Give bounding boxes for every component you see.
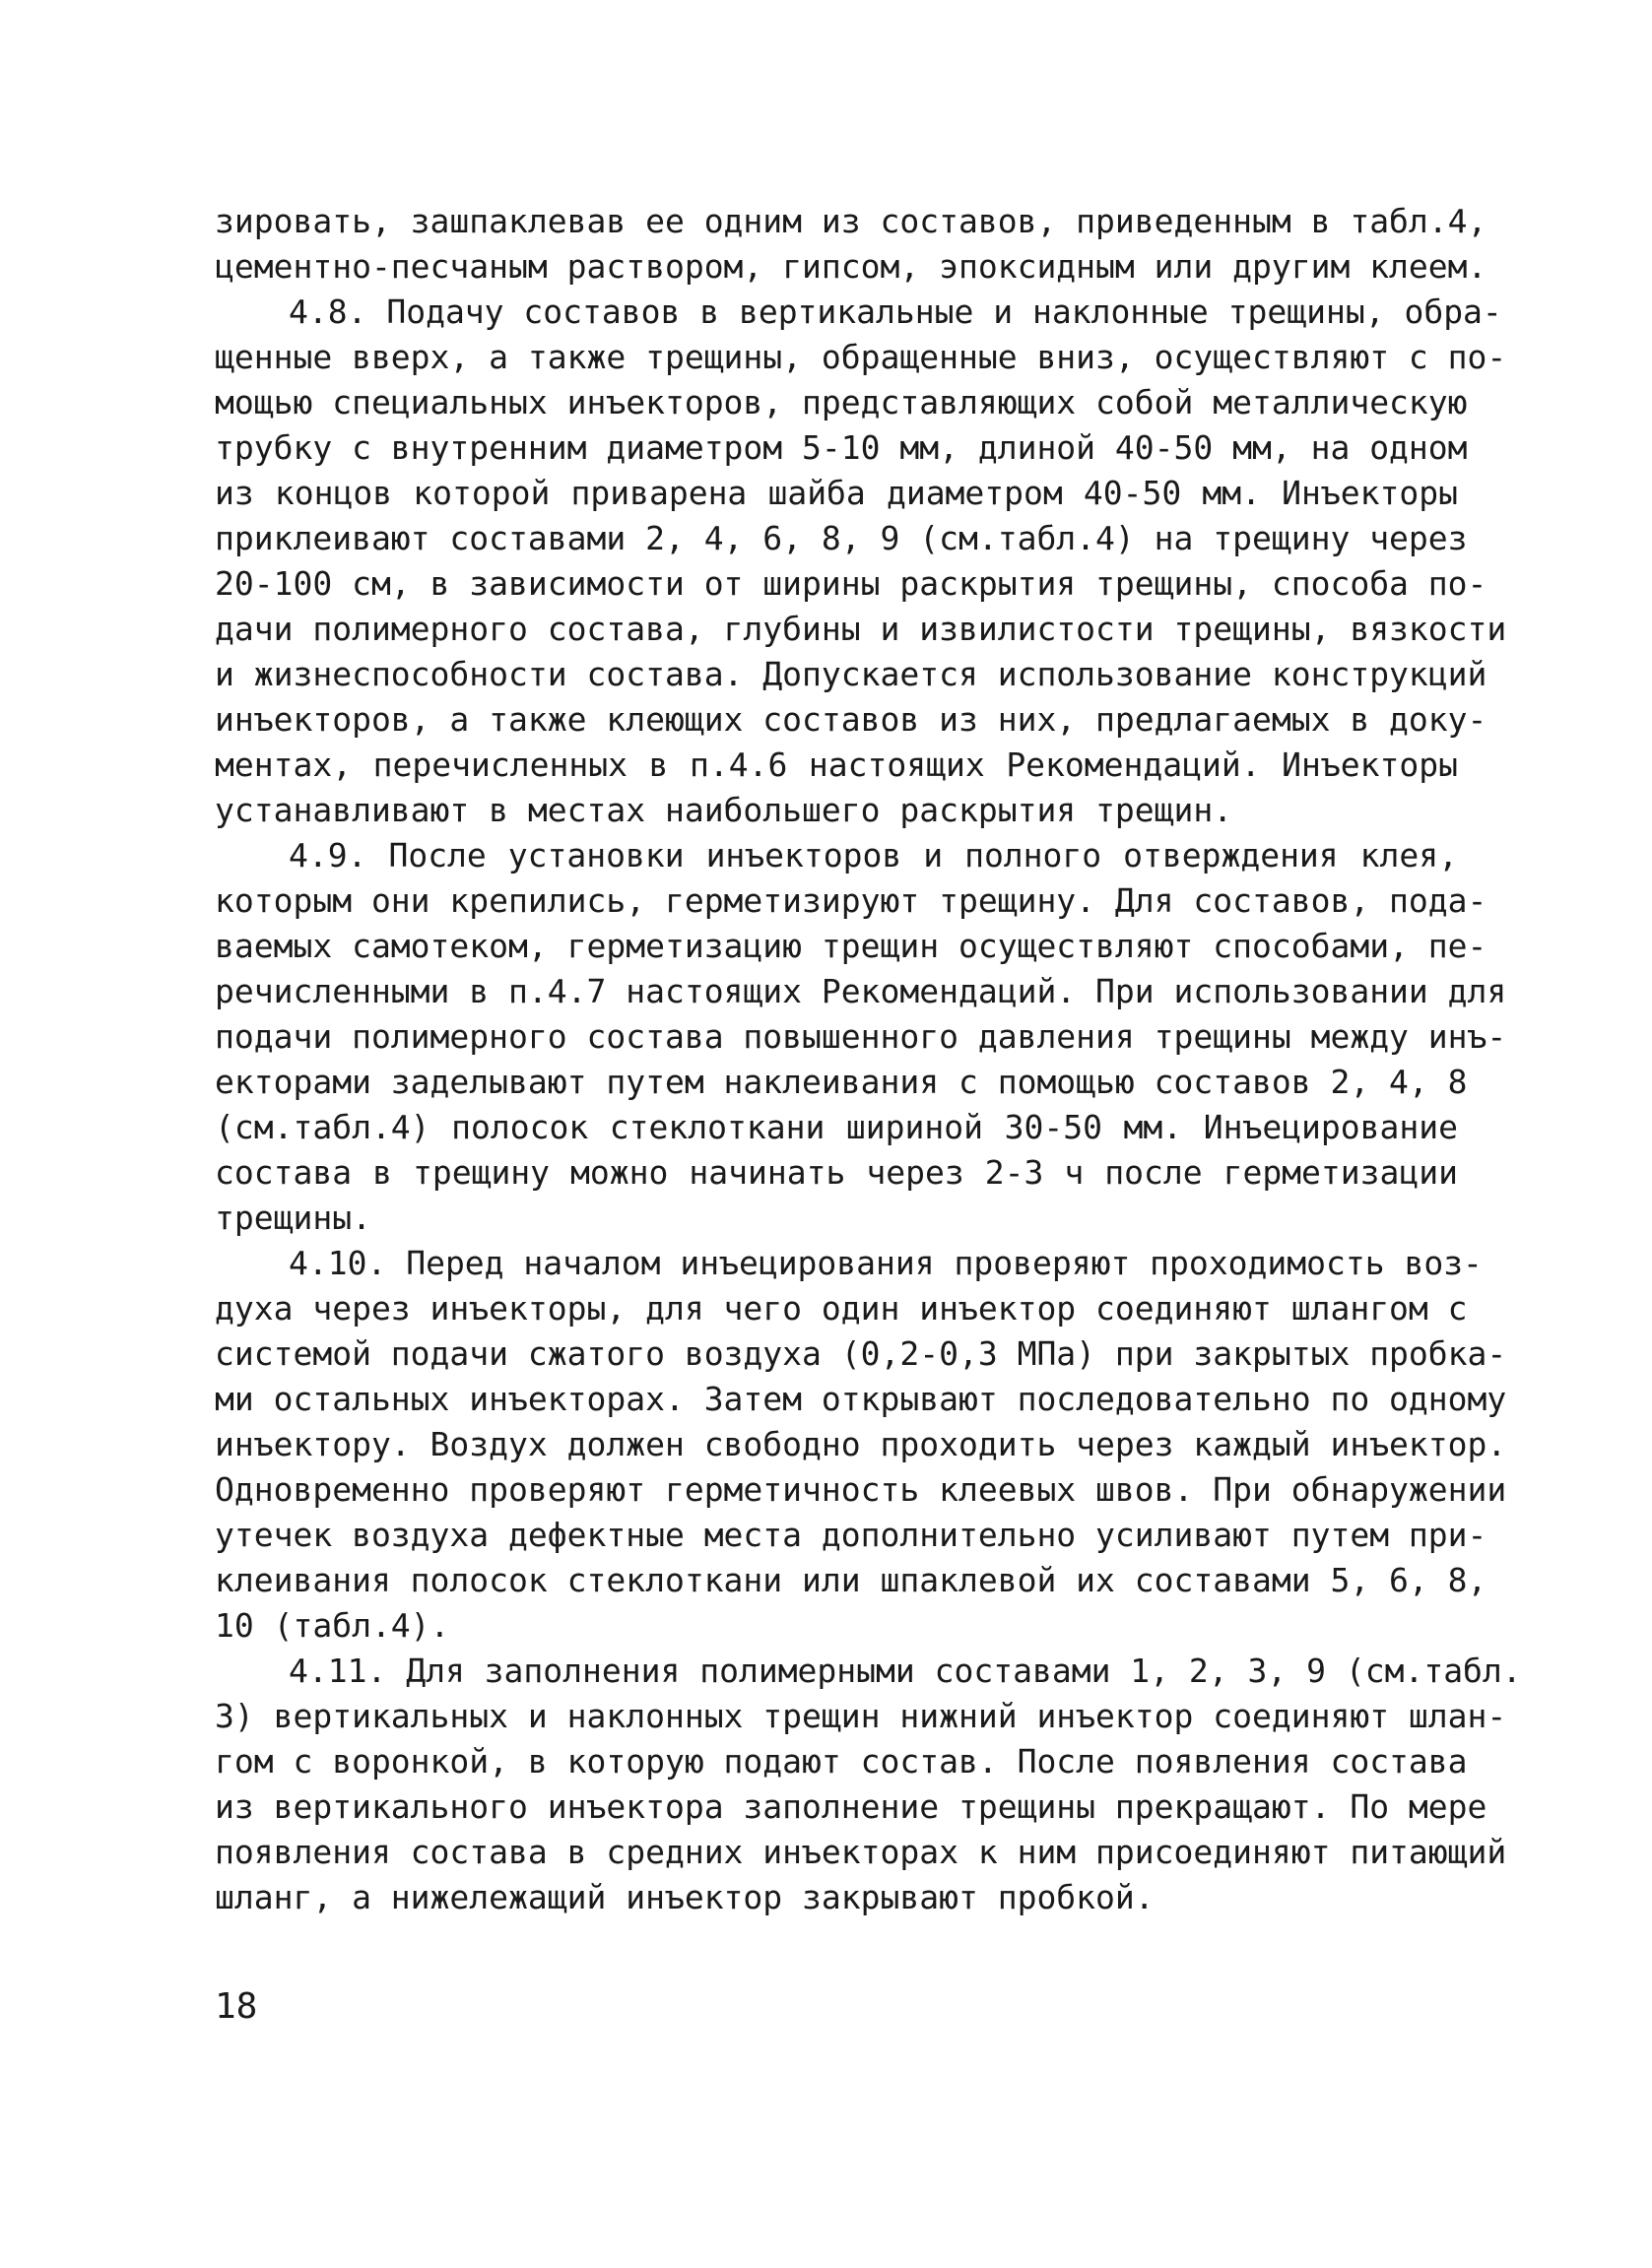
text-line: гом с воронкой, в которую подают состав. После появления состава bbox=[215, 1742, 1468, 1781]
text-line: 3) вертикальных и наклонных трещин нижний инъектор соединяют шлан- bbox=[215, 1697, 1507, 1735]
text-line: шланг, а нижележащий инъектор закрывают пробкой. bbox=[215, 1878, 1155, 1916]
text-line: системой подачи сжатого воздуха (0,2-0,3 МПа) при закрытых пробка- bbox=[215, 1334, 1507, 1373]
text-line: из вертикального инъектора заполнение трещины прекращают. По мере bbox=[215, 1787, 1487, 1826]
text-line: зировать, зашпаклевав ее одним из составов, приведенным в табл.4, bbox=[215, 202, 1487, 240]
text-line: 20-100 см, в зависимости от ширины раскрытия трещины, способа по- bbox=[215, 564, 1487, 603]
text-line: инъекторов, а также клеющих составов из них, предлагаемых в доку- bbox=[215, 700, 1487, 739]
text-line: духа через инъекторы, для чего один инъектор соединяют шлангом с bbox=[215, 1289, 1468, 1328]
text-line: состава в трещину можно начинать через 2-3 ч после герметизации bbox=[215, 1153, 1458, 1192]
text-line: устанавливают в местах наибольшего раскрытия трещин. bbox=[215, 791, 1233, 829]
text-line: речисленными в п.4.7 настоящих Рекомендаций. При использовании для bbox=[215, 972, 1507, 1010]
text-line: екторами заделывают путем наклеивания с помощью составов 2, 4, 8 bbox=[215, 1063, 1468, 1101]
text-line: ваемых самотеком, герметизацию трещин осуществляют способами, пе- bbox=[215, 927, 1487, 965]
text-line: ми остальных инъекторах. Затем открывают последовательно по одному bbox=[215, 1380, 1507, 1418]
paragraph-4-10-start: 4.10. Перед началом инъецирования проверяют проходимость воз- bbox=[289, 1244, 1483, 1282]
text-line: (см.табл.4) полосок стеклоткани шириной 30-50 мм. Инъецирование bbox=[215, 1108, 1458, 1146]
text-line: клеивания полосок стеклоткани или шпаклевой их составами 5, 6, 8, bbox=[215, 1561, 1487, 1599]
paragraph-4-8-start: 4.8. Подачу составов в вертикальные и наклонные трещины, обра- bbox=[289, 292, 1502, 331]
text-line: и жизнеспособности состава. Допускается использование конструкций bbox=[215, 655, 1487, 693]
text-line: утечек воздуха дефектные места дополнительно усиливают путем при- bbox=[215, 1516, 1487, 1554]
text-line: из концов которой приварена шайба диаметром 40-50 мм. Инъекторы bbox=[215, 474, 1458, 512]
text-line: ментах, перечисленных в п.4.6 настоящих Рекомендаций. Инъекторы bbox=[215, 745, 1458, 784]
text-line: мощью специальных инъекторов, представляющих собой металлическую bbox=[215, 383, 1468, 421]
text-line: трубку с внутренним диаметром 5-10 мм, длиной 40-50 мм, на одном bbox=[215, 428, 1468, 467]
text-line: подачи полимерного состава повышенного давления трещины между инъ- bbox=[215, 1017, 1507, 1056]
text-line: трещины. bbox=[215, 1199, 371, 1237]
body-text bbox=[215, 199, 1522, 1920]
text-line: щенные вверх, а также трещины, обращенные вниз, осуществляют с по- bbox=[215, 338, 1507, 376]
page-number: 18 bbox=[215, 1986, 258, 2027]
text-line: инъектору. Воздух должен свободно проходить через каждый инъектор. bbox=[215, 1425, 1507, 1463]
text-line: приклеивают составами 2, 4, 6, 8, 9 (см.табл.4) на трещину через bbox=[215, 519, 1468, 557]
text-line: дачи полимерного состава, глубины и извилистости трещины, вязкости bbox=[215, 610, 1507, 648]
text-line: которым они крепились, герметизируют трещину. Для составов, пода- bbox=[215, 881, 1487, 920]
text-line: Одновременно проверяют герметичность клеевых швов. При обнаружении bbox=[215, 1470, 1507, 1509]
paragraph-4-11-start: 4.11. Для заполнения полимерными составами 1, 2, 3, 9 (см.табл. bbox=[289, 1652, 1522, 1690]
text-line: цементно-песчаным раствором, гипсом, эпоксидным или другим клеем. bbox=[215, 247, 1487, 286]
paragraph-4-9-start: 4.9. После установки инъекторов и полного отверждения клея, bbox=[289, 836, 1458, 875]
text-line: появления состава в средних инъекторах к ним присоединяют питающий bbox=[215, 1833, 1507, 1871]
text-line: 10 (табл.4). bbox=[215, 1606, 450, 1645]
